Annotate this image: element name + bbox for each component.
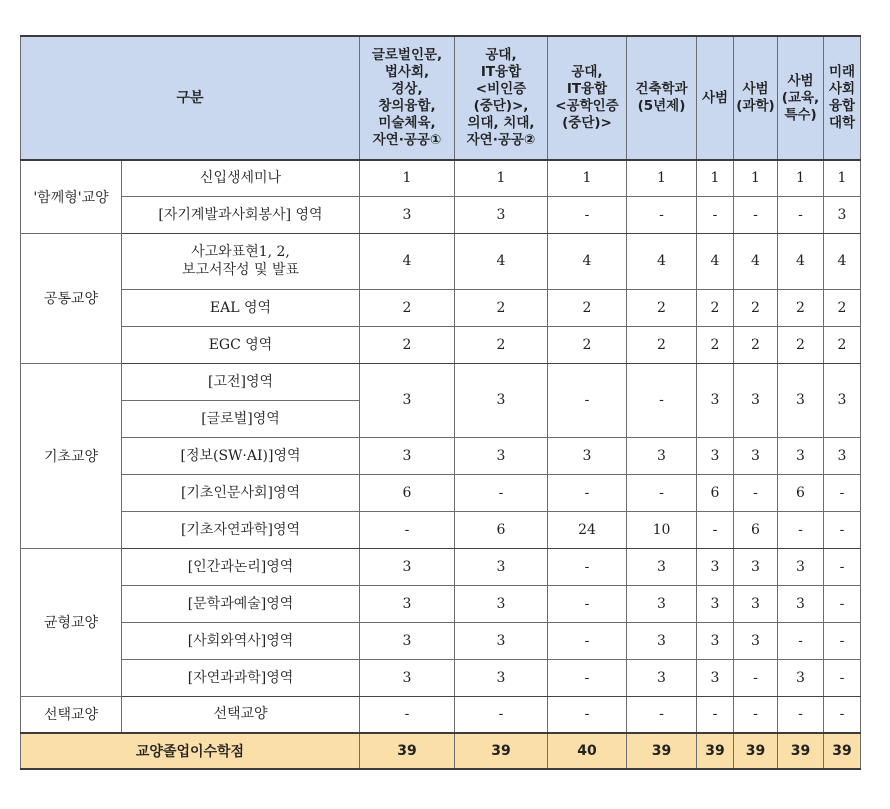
credit-value: 6 <box>697 474 734 511</box>
credit-value: 24 <box>548 511 627 548</box>
credit-value: 4 <box>627 233 697 289</box>
total-value: 39 <box>734 733 778 769</box>
credit-value: 3 <box>360 196 455 233</box>
category-label: '함께형'교양 <box>21 160 122 233</box>
credit-value: 3 <box>455 437 548 474</box>
table-row <box>21 363 861 400</box>
credit-value: - <box>455 696 548 733</box>
credit-value: 2 <box>824 326 861 363</box>
credit-value: 4 <box>455 233 548 289</box>
table-row <box>21 437 861 474</box>
credit-value: - <box>548 548 627 585</box>
table-body <box>21 160 861 733</box>
table-row <box>21 659 861 696</box>
header-col-7: 사범 (교육, 특수) <box>778 36 824 160</box>
credit-value: - <box>360 511 455 548</box>
header-col-3: 공대, IT융합 <공학인증 (중단)> <box>548 36 627 160</box>
credit-value: 3 <box>360 585 455 622</box>
credit-value: 2 <box>627 326 697 363</box>
credit-value: 6 <box>360 474 455 511</box>
credit-value: - <box>778 696 824 733</box>
credit-value: - <box>548 696 627 733</box>
credit-value: 3 <box>455 196 548 233</box>
credit-value: 3 <box>627 437 697 474</box>
total-value: 39 <box>360 733 455 769</box>
credit-value: 3 <box>697 659 734 696</box>
credit-value: 3 <box>627 659 697 696</box>
table-row <box>21 160 861 196</box>
credit-value: - <box>734 474 778 511</box>
credit-value: - <box>627 196 697 233</box>
total-value: 39 <box>824 733 861 769</box>
credit-value: 3 <box>548 437 627 474</box>
credit-value: 3 <box>455 585 548 622</box>
category-label: 공통교양 <box>21 233 122 363</box>
table-row <box>21 548 861 585</box>
category-label: 선택교양 <box>21 696 122 733</box>
header-col-2: 공대, IT융합 <비인증 (중단)>, 의대, 치대, 자연·공공② <box>455 36 548 160</box>
subcategory-label: [기초자연과학]영역 <box>122 511 360 548</box>
subcategory-label: EGC 영역 <box>122 326 360 363</box>
credit-value: - <box>778 196 824 233</box>
credit-value: 3 <box>627 585 697 622</box>
credit-value: 3 <box>627 622 697 659</box>
credit-value: - <box>824 474 861 511</box>
credit-value: 10 <box>627 511 697 548</box>
credit-value: 2 <box>697 289 734 326</box>
credit-value: 3 <box>778 585 824 622</box>
credit-value: 1 <box>824 160 861 196</box>
credit-value: 3 <box>455 622 548 659</box>
credit-value: 2 <box>360 326 455 363</box>
subcategory-label: [글로벌]영역 <box>122 400 360 437</box>
credit-table-container <box>20 35 861 770</box>
credit-value: 4 <box>548 233 627 289</box>
credit-value: - <box>734 196 778 233</box>
credit-value: 2 <box>778 289 824 326</box>
credit-value: 3 <box>824 437 861 474</box>
credit-value: 3 <box>697 622 734 659</box>
credit-value: - <box>824 696 861 733</box>
credit-value: 6 <box>734 511 778 548</box>
category-label: 균형교양 <box>21 548 122 696</box>
total-value: 40 <box>548 733 627 769</box>
subcategory-label: [인간과논리]영역 <box>122 548 360 585</box>
credit-value: - <box>548 196 627 233</box>
credit-value: - <box>697 511 734 548</box>
total-label: 교양졸업이수학점 <box>21 733 360 769</box>
credit-value: 3 <box>734 622 778 659</box>
total-value: 39 <box>778 733 824 769</box>
credit-value: 3 <box>455 363 548 437</box>
header-row <box>21 36 861 160</box>
credit-value: - <box>824 659 861 696</box>
credit-value: 2 <box>548 326 627 363</box>
credit-value: - <box>548 363 627 437</box>
subcategory-label: [사회와역사]영역 <box>122 622 360 659</box>
credit-value: - <box>627 363 697 437</box>
credit-value: 2 <box>627 289 697 326</box>
credit-value: - <box>548 622 627 659</box>
subcategory-label: EAL 영역 <box>122 289 360 326</box>
credit-value: 2 <box>734 326 778 363</box>
credit-value: - <box>697 696 734 733</box>
credit-value: 3 <box>734 548 778 585</box>
credit-value: 4 <box>734 233 778 289</box>
credit-value: 3 <box>824 196 861 233</box>
credit-value: 1 <box>548 160 627 196</box>
credit-value: 2 <box>824 289 861 326</box>
credit-value: - <box>778 622 824 659</box>
credit-value: - <box>734 659 778 696</box>
credit-value: 4 <box>697 233 734 289</box>
subcategory-label: [자기계발과사회봉사] 영역 <box>122 196 360 233</box>
credit-value: - <box>548 585 627 622</box>
subcategory-label: 선택교양 <box>122 696 360 733</box>
table-row <box>21 326 861 363</box>
credit-value: 3 <box>734 585 778 622</box>
header-col-8: 미래 사회 융합 대학 <box>824 36 861 160</box>
header-col-5: 사범 <box>697 36 734 160</box>
credit-value: 3 <box>360 363 455 437</box>
credit-value: 3 <box>360 622 455 659</box>
credit-value: 2 <box>734 289 778 326</box>
credit-value: 1 <box>627 160 697 196</box>
subcategory-label: [문학과예술]영역 <box>122 585 360 622</box>
credit-value: 3 <box>697 548 734 585</box>
credit-value: - <box>627 474 697 511</box>
credit-value: 3 <box>455 548 548 585</box>
table-row <box>21 696 861 733</box>
credit-value: 3 <box>778 548 824 585</box>
table-row <box>21 233 861 289</box>
credit-value: 2 <box>455 326 548 363</box>
credit-value: 3 <box>824 363 861 437</box>
table-row <box>21 622 861 659</box>
credit-value: 2 <box>548 289 627 326</box>
credit-value: - <box>824 585 861 622</box>
table-row <box>21 511 861 548</box>
credit-value: 3 <box>778 437 824 474</box>
total-value: 39 <box>697 733 734 769</box>
total-value: 39 <box>455 733 548 769</box>
credit-value: 4 <box>778 233 824 289</box>
credit-value: - <box>360 696 455 733</box>
subcategory-label: 사고와표현1, 2, 보고서작성 및 발표 <box>122 233 360 289</box>
credit-value: 3 <box>734 437 778 474</box>
credit-value: 1 <box>734 160 778 196</box>
credit-value: 3 <box>697 585 734 622</box>
credit-value: 1 <box>455 160 548 196</box>
credit-value: - <box>824 622 861 659</box>
header-col-4: 건축학과 (5년제) <box>627 36 697 160</box>
total-row <box>21 733 861 769</box>
category-label: 기초교양 <box>21 363 122 548</box>
credit-value: - <box>627 696 697 733</box>
header-gubun: 구분 <box>21 36 360 160</box>
credit-value: 3 <box>734 363 778 437</box>
credit-value: - <box>734 696 778 733</box>
credit-value: 2 <box>697 326 734 363</box>
header-col-1: 글로벌인문, 법사회, 경상, 창의융합, 미술체육, 자연·공공① <box>360 36 455 160</box>
graduation-credit-table <box>20 35 861 770</box>
subcategory-label: [고전]영역 <box>122 363 360 400</box>
credit-value: 2 <box>360 289 455 326</box>
table-row <box>21 289 861 326</box>
credit-value: 3 <box>360 659 455 696</box>
credit-value: - <box>697 196 734 233</box>
credit-value: 1 <box>697 160 734 196</box>
subcategory-label: 신입생세미나 <box>122 160 360 196</box>
credit-value: 3 <box>627 548 697 585</box>
credit-value: 3 <box>697 363 734 437</box>
subcategory-label: [자연과과학]영역 <box>122 659 360 696</box>
credit-value: 6 <box>455 511 548 548</box>
table-row <box>21 585 861 622</box>
credit-value: - <box>455 474 548 511</box>
credit-value: 3 <box>778 659 824 696</box>
table-row <box>21 196 861 233</box>
credit-value: 4 <box>360 233 455 289</box>
header-col-6: 사범 (과학) <box>734 36 778 160</box>
credit-value: 3 <box>360 437 455 474</box>
credit-value: 6 <box>778 474 824 511</box>
credit-value: - <box>824 548 861 585</box>
credit-value: 2 <box>778 326 824 363</box>
credit-value: 3 <box>455 659 548 696</box>
credit-value: 4 <box>824 233 861 289</box>
credit-value: 3 <box>360 548 455 585</box>
total-value: 39 <box>627 733 697 769</box>
credit-value: - <box>548 659 627 696</box>
table-row <box>21 474 861 511</box>
credit-value: - <box>778 511 824 548</box>
credit-value: 1 <box>360 160 455 196</box>
credit-value: 1 <box>778 160 824 196</box>
credit-value: - <box>548 474 627 511</box>
subcategory-label: [기초인문사회]영역 <box>122 474 360 511</box>
credit-value: 3 <box>697 437 734 474</box>
credit-value: - <box>824 511 861 548</box>
credit-value: 2 <box>455 289 548 326</box>
credit-value: 3 <box>778 363 824 437</box>
subcategory-label: [정보(SW·AI)]영역 <box>122 437 360 474</box>
